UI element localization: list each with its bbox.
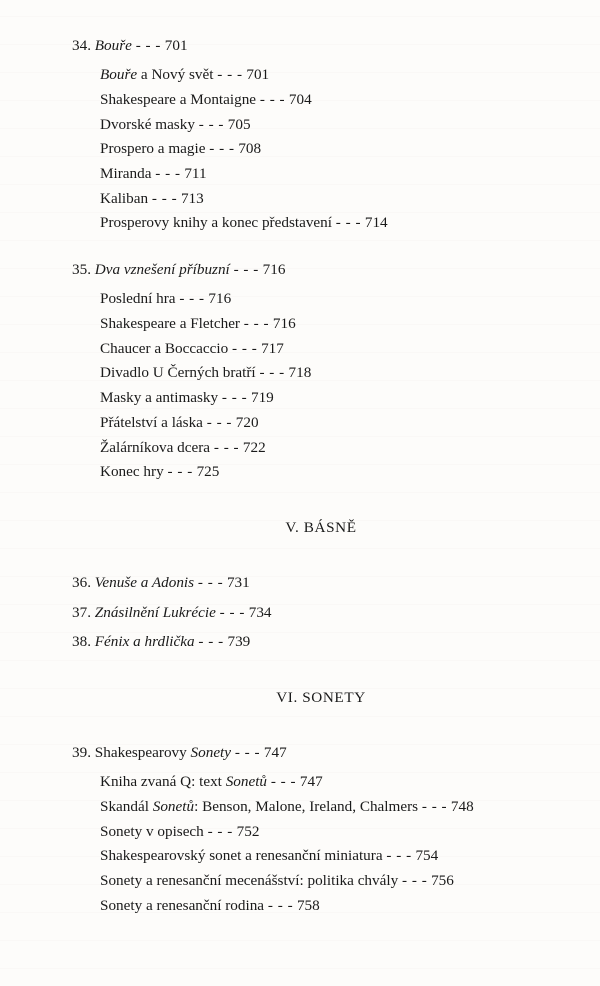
subentry-label: Chaucer a Boccaccio — [100, 339, 229, 357]
leader-dashes: - - - — [155, 165, 181, 183]
leader-dashes: - - - — [421, 797, 448, 815]
leader-dashes: - - - — [386, 847, 412, 865]
leader-dashes: - - - — [198, 632, 224, 650]
chapter-title: Bouře — [94, 37, 132, 54]
toc-subentry[interactable] — [72, 191, 570, 206]
chapter-title-italic: Sonety — [190, 744, 232, 762]
subentry-page-number: 714 — [364, 214, 388, 232]
subentry-page-number: 716 — [208, 290, 232, 308]
subentry-label: Divadlo U Černých bratří — [100, 364, 256, 382]
subentry-label: Kaliban — [100, 189, 149, 207]
leader-dashes: - - - — [206, 413, 232, 431]
chapter-page-number: 739 — [227, 632, 251, 650]
leader-dashes: - - - — [401, 872, 428, 890]
section-sonety — [72, 689, 570, 707]
subentry-label: Sonety a renesanční mecenášství: politika chvály — [100, 872, 399, 890]
chapter-page-number: 716 — [262, 261, 286, 279]
chapter-title: Venuše a Adonis — [94, 574, 195, 592]
subentry-label-italic: Sonetů — [225, 773, 268, 791]
toc-subentry[interactable] — [72, 415, 570, 430]
subentry-label: Prosperovy knihy a konec představení — [100, 214, 332, 232]
toc-chapter-heading[interactable] — [72, 745, 570, 760]
toc-subentry[interactable] — [72, 141, 570, 156]
toc-subentry[interactable] — [72, 166, 570, 181]
toc-subentry[interactable] — [72, 215, 570, 230]
subentry-page-number: 725 — [196, 463, 220, 481]
toc-subentry[interactable] — [72, 799, 570, 814]
subentry-label: Skandál — [100, 797, 153, 815]
subentry-label: Přátelství a láska — [100, 413, 203, 431]
subentry-label: Shakespeare a Fletcher — [100, 315, 240, 333]
leader-dashes: - - - — [219, 603, 245, 621]
leader-dashes: - - - — [233, 261, 259, 279]
subentry-label-post: : Benson, Malone, Ireland, Chalmers — [194, 797, 419, 815]
leader-dashes: - - - — [135, 37, 161, 54]
subentry-page-number: 752 — [236, 822, 260, 840]
toc-subentry[interactable] — [72, 316, 570, 331]
leader-dashes: - - - — [243, 315, 270, 333]
chapter-title: Dva vznešení příbuzní — [94, 261, 230, 279]
leader-dashes: - - - — [198, 115, 224, 133]
subentry-page-number: 716 — [272, 315, 296, 333]
subentry-page-number: 718 — [288, 364, 312, 382]
toc-subentry[interactable] — [72, 390, 570, 405]
subentry-label-italic: Bouře — [100, 66, 138, 84]
chapter-page-number: 731 — [226, 574, 250, 592]
chapter-number: 34. — [72, 37, 91, 54]
leader-dashes: - - - — [179, 290, 205, 308]
toc-subentry[interactable] — [72, 898, 570, 913]
subentry-label: Sonety v opisech — [100, 822, 204, 840]
section-basne — [72, 519, 570, 537]
subentry-page-number: 717 — [261, 339, 284, 357]
subentry-label: Shakespeare a Montaigne — [100, 90, 257, 108]
subentry-page-number: 704 — [288, 90, 312, 108]
leader-dashes: - - - — [259, 364, 285, 382]
toc-chapter-heading[interactable] — [72, 605, 570, 620]
toc-chapter-group — [72, 262, 570, 479]
chapter-number: 38. — [72, 632, 91, 650]
subentry-page-number: 711 — [184, 165, 207, 183]
subentry-page-number: 705 — [227, 115, 251, 133]
leader-dashes: - - - — [267, 896, 294, 914]
toc-subentry[interactable] — [72, 464, 570, 479]
toc-subentry[interactable] — [72, 117, 570, 132]
leader-dashes: - - - — [151, 189, 178, 207]
subentry-label: Dvorské masky — [100, 115, 195, 133]
subentry-page-number: 713 — [180, 189, 204, 207]
subentry-page-number: 754 — [415, 847, 439, 865]
subentry-page-number: 701 — [246, 66, 270, 84]
chapter-number: 36. — [72, 574, 91, 592]
subentry-label: Žalárníkova dcera — [100, 438, 211, 456]
leader-dashes: - - - — [217, 66, 243, 84]
toc-subentry[interactable] — [72, 440, 570, 455]
leader-dashes: - - - — [270, 773, 297, 791]
subentry-label: Masky a antimasky — [100, 389, 219, 407]
toc-chapter-heading[interactable] — [72, 575, 570, 590]
subentry-page-number: 758 — [296, 896, 320, 914]
subentry-page-number: 748 — [450, 797, 474, 815]
subentry-label: Prospero a magie — [100, 140, 206, 158]
subentry-label: Kniha zvaná Q: text — [100, 773, 226, 791]
subentry-page-number: 719 — [250, 389, 274, 407]
subentry-page-number: 756 — [431, 872, 454, 890]
toc-subentry[interactable] — [72, 92, 570, 107]
leader-dashes: - - - — [231, 339, 258, 357]
toc-subentry[interactable] — [72, 341, 570, 356]
group-spacer — [72, 240, 570, 262]
leader-dashes: - - - — [335, 214, 362, 232]
toc-chapter-heading[interactable] — [72, 634, 570, 649]
toc-subentry[interactable] — [72, 774, 570, 789]
chapter-number: 39. — [72, 744, 91, 762]
chapter-number: 35. — [72, 261, 91, 279]
subentry-label: Sonety a renesanční rodina — [100, 896, 265, 914]
toc-subentry[interactable] — [72, 873, 570, 888]
leader-dashes: - - - — [209, 140, 235, 158]
chapter-page-number: 747 — [263, 744, 287, 762]
toc-subentry[interactable] — [72, 291, 570, 306]
toc-chapter-group — [72, 38, 570, 231]
leader-dashes: - - - — [207, 822, 233, 840]
chapter-number: 37. — [72, 603, 91, 621]
section-heading-sonety: VI. SONETY — [276, 689, 366, 707]
leader-dashes: - - - — [234, 744, 261, 762]
toc-chapter-heading[interactable] — [72, 38, 570, 53]
subentry-page-number: 747 — [299, 773, 323, 791]
leader-dashes: - - - — [221, 389, 248, 407]
chapter-title: Fénix a hrdlička — [94, 632, 195, 650]
leader-dashes: - - - — [167, 463, 193, 481]
subentry-page-number: 722 — [242, 438, 266, 456]
toc-chapter-heading[interactable] — [72, 262, 570, 277]
section-heading-basne: V. BÁSNĚ — [285, 519, 357, 537]
chapter-title: Znásilnění Lukrécie — [94, 603, 216, 621]
subentry-page-number: 720 — [235, 413, 259, 431]
subentry-label: Miranda — [100, 165, 152, 183]
subentry-label: Shakespearovský sonet a renesanční miniatura — [100, 847, 383, 865]
subentry-label-italic: Sonetů — [152, 797, 195, 815]
chapter-title: Shakespearovy — [94, 744, 191, 762]
toc-subentry[interactable] — [72, 67, 570, 82]
leader-dashes: - - - — [213, 438, 240, 456]
subentry-label: Konec hry — [100, 463, 164, 481]
leader-dashes: - - - — [197, 574, 224, 592]
subentry-page-number: 708 — [238, 140, 262, 158]
chapter-page-number: 701 — [164, 37, 188, 54]
toc-subentry[interactable] — [72, 824, 570, 839]
subentry-label: Poslední hra — [100, 290, 176, 308]
leader-dashes: - - - — [259, 90, 286, 108]
chapter-page-number: 734 — [248, 603, 272, 621]
toc-subentry[interactable] — [72, 365, 570, 380]
subentry-label: a Nový svět — [137, 66, 214, 84]
toc-subentry[interactable] — [72, 848, 570, 863]
